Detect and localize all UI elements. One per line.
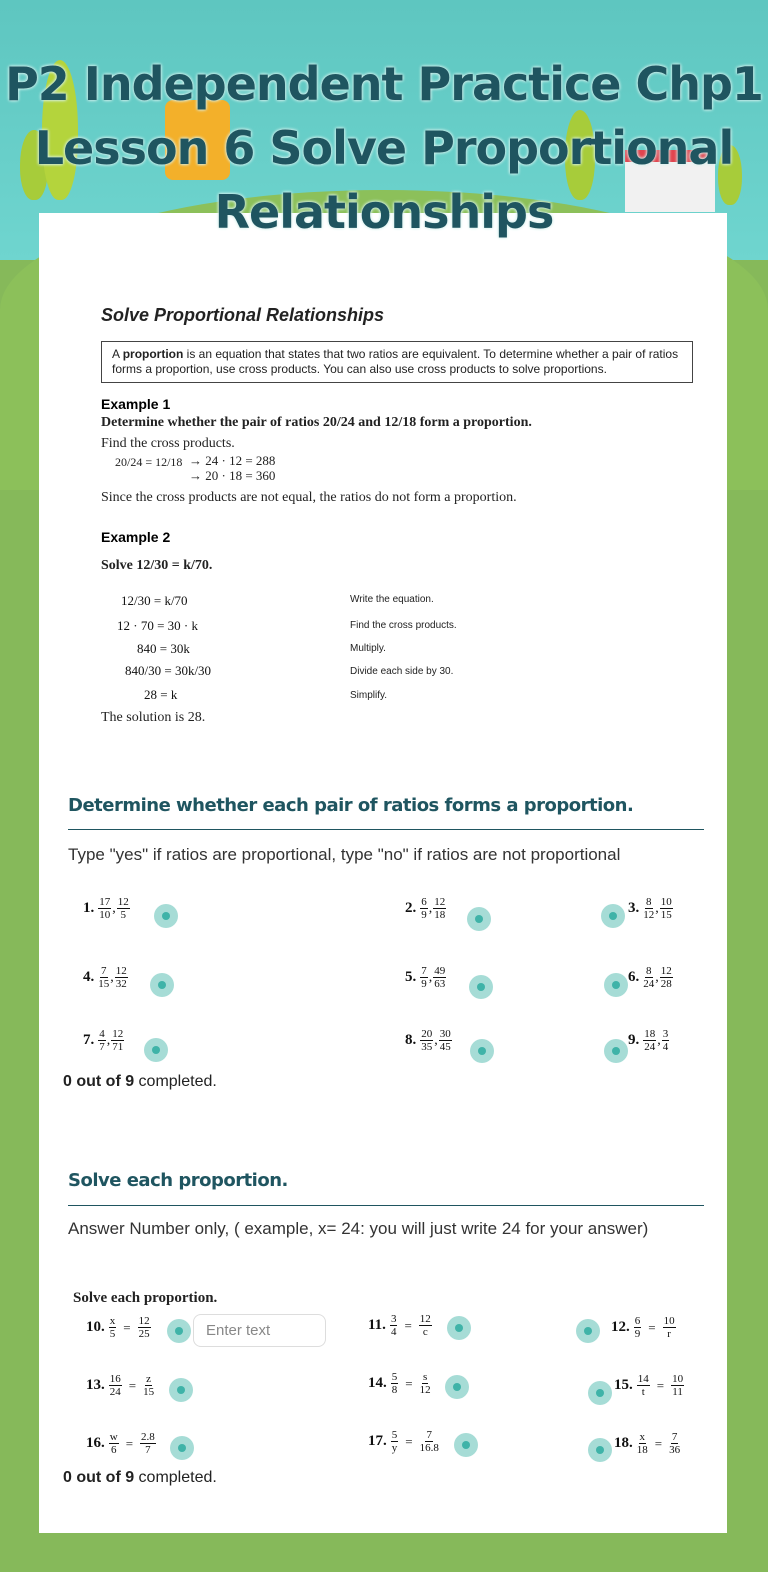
problem-item [628, 1028, 670, 1053]
fraction [660, 965, 673, 990]
numerator: 12 [138, 1315, 150, 1327]
numerator: w [109, 1431, 118, 1443]
fraction [138, 1315, 151, 1340]
example1-label: Example 1 [101, 396, 171, 412]
numerator: z [146, 1373, 152, 1385]
denominator: 35 [421, 1041, 433, 1053]
separator: , [112, 900, 116, 916]
problem-number: 6. [628, 969, 640, 985]
answer-hotspot[interactable] [604, 973, 628, 997]
denominator: 11 [672, 1386, 683, 1398]
denominator: 18 [434, 909, 446, 921]
denominator: 4 [390, 1326, 397, 1338]
numerator: 8 [646, 896, 652, 908]
numerator: 12 [660, 965, 672, 977]
answer-hotspot[interactable] [454, 1433, 478, 1457]
problem-number: 17. [368, 1433, 387, 1449]
example1-step: Find the cross products. [101, 436, 235, 451]
numerator: s [422, 1371, 428, 1383]
fraction [115, 965, 128, 990]
numerator: 16 [109, 1373, 121, 1385]
separator: = [123, 1319, 131, 1335]
numerator: 30 [439, 1028, 451, 1040]
separator: , [655, 969, 659, 985]
problem-number: 7. [83, 1032, 95, 1048]
numerator: 12 [112, 1028, 124, 1040]
answer-hotspot[interactable] [170, 1436, 194, 1460]
denominator: 63 [434, 978, 446, 990]
problem-item [83, 896, 131, 921]
problem-number: 2. [405, 900, 417, 916]
denominator: 71 [112, 1041, 124, 1053]
denominator: c [422, 1326, 428, 1338]
numerator: 10 [660, 896, 672, 908]
denominator: 9 [634, 1328, 641, 1340]
problem-number: 18. [614, 1435, 633, 1451]
example2-step: 28 = k [144, 687, 178, 702]
denominator: 45 [439, 1041, 451, 1053]
numerator: 5 [391, 1371, 398, 1383]
page-title: P2 Independent Practice Chp1 Lesson 6 Solve Proportional Relationships [5, 57, 763, 239]
answer-hotspot[interactable] [604, 1039, 628, 1063]
denominator: 9 [421, 909, 427, 921]
fraction [419, 1313, 432, 1338]
definition-box [101, 341, 693, 383]
fraction [391, 1429, 399, 1454]
fraction [109, 1373, 122, 1398]
separator: = [128, 1377, 137, 1393]
example2-note: Multiply. [350, 643, 386, 654]
answer-hotspot[interactable] [467, 907, 491, 931]
problem-item [86, 1373, 155, 1398]
separator: = [405, 1375, 413, 1391]
fraction [420, 896, 428, 921]
denominator: 15 [98, 978, 110, 990]
denominator: t [641, 1386, 645, 1398]
answer-hotspot[interactable] [588, 1381, 612, 1405]
problem-item [86, 1315, 152, 1340]
section2-progress [63, 1469, 217, 1487]
fraction [439, 1028, 452, 1053]
worksheet-card [39, 213, 727, 1533]
answer-hotspot[interactable] [169, 1378, 193, 1402]
fraction [643, 965, 654, 990]
numerator: 14 [637, 1373, 649, 1385]
progress-count: 0 out of 9 [63, 1469, 135, 1486]
problem-number: 9. [628, 1032, 640, 1048]
problem-item [405, 1028, 453, 1053]
denominator: 6 [110, 1444, 117, 1456]
denominator: y [391, 1442, 398, 1454]
problem-item [611, 1315, 677, 1340]
fraction [634, 1315, 642, 1340]
separator: , [655, 900, 659, 916]
section1-progress [63, 1073, 217, 1091]
progress-label: completed. [134, 1073, 217, 1090]
denominator: 9 [421, 978, 427, 990]
denominator: 16.8 [419, 1442, 439, 1454]
answer-hotspot[interactable] [470, 1039, 494, 1063]
denominator: 24 [109, 1386, 121, 1398]
problem-item [83, 1028, 125, 1053]
denominator: 28 [660, 978, 672, 990]
fraction [420, 965, 428, 990]
answer-hotspot[interactable] [601, 904, 625, 928]
problem-number: 5. [405, 969, 417, 985]
section1-heading: Determine whether each pair of ratios forms a proportion. [68, 795, 634, 816]
problem-item [83, 965, 129, 990]
example2-step: 840/30 = 30k/30 [125, 663, 212, 678]
image-heading: Solve each proportion. [73, 1290, 218, 1306]
answer-hotspot[interactable] [144, 1038, 168, 1062]
denominator: 18 [636, 1444, 648, 1456]
problem-item [368, 1429, 440, 1454]
answer-hotspot[interactable] [447, 1316, 471, 1340]
worksheet-heading: Solve Proportional Relationships [101, 305, 385, 325]
fraction [111, 1028, 124, 1053]
problem-number: 8. [405, 1032, 417, 1048]
answer-hotspot[interactable] [150, 973, 174, 997]
numerator: 6 [421, 896, 427, 908]
answer-input-10[interactable] [193, 1314, 326, 1347]
fraction [420, 1028, 433, 1053]
fraction [662, 1028, 670, 1053]
example2-note: Divide each side by 30. [350, 666, 454, 677]
numerator: 5 [391, 1429, 398, 1441]
fraction [660, 896, 673, 921]
problem-item [614, 1431, 681, 1456]
section1-instruction: Type "yes" if ratios are proportional, type "no" if ratios are not proportional [68, 845, 621, 864]
section-divider [68, 1205, 704, 1206]
example2-step: 840 = 30k [137, 641, 190, 656]
denominator: 36 [669, 1444, 681, 1456]
definition-term: proportion [122, 347, 184, 361]
section2-instruction: Answer Number only, ( example, x= 24: you will just write 24 for your answer) [68, 1219, 649, 1238]
problem-number: 3. [628, 900, 640, 916]
separator: = [654, 1435, 663, 1451]
example2-step: 12 · 70 = 30 · k [117, 618, 198, 633]
numerator: 8 [646, 965, 652, 977]
denominator: 24 [643, 978, 655, 990]
problem-number: 13. [86, 1377, 105, 1393]
definition-text: A [112, 347, 123, 361]
problem-number: 11. [368, 1317, 386, 1333]
example2-label: Example 2 [101, 529, 171, 545]
example1-prompt: Determine whether the pair of ratios 20/24 and 12/18 form a proportion. [101, 415, 532, 430]
numerator: 3 [662, 1028, 669, 1040]
separator: = [125, 1435, 134, 1451]
fraction [643, 1028, 656, 1053]
denominator: 32 [115, 978, 127, 990]
numerator: 2.8 [141, 1431, 155, 1443]
progress-count: 0 out of 9 [63, 1073, 135, 1090]
cross-product-2: → 20 · 18 = 360 [189, 468, 276, 483]
problem-item [368, 1371, 432, 1396]
progress-label: completed. [134, 1469, 217, 1486]
section-divider [68, 829, 704, 830]
problem-item [405, 965, 447, 990]
numerator: 17 [99, 896, 111, 908]
problem-item [86, 1431, 157, 1456]
numerator: 49 [434, 965, 446, 977]
denominator: 7 [145, 1444, 151, 1456]
fraction [671, 1373, 684, 1398]
fraction [391, 1371, 399, 1396]
cross-product-1: → 24 · 12 = 288 [189, 453, 276, 468]
fraction [98, 1028, 106, 1053]
separator: = [656, 1377, 665, 1393]
fraction [98, 965, 109, 990]
problem-number: 14. [368, 1375, 387, 1391]
answer-hotspot[interactable] [588, 1438, 612, 1462]
problem-item [628, 896, 674, 921]
numerator: 7 [101, 965, 107, 977]
problem-item [628, 965, 674, 990]
denominator: 5 [120, 909, 126, 921]
denominator: 4 [662, 1041, 669, 1053]
answer-hotspot[interactable] [154, 904, 178, 928]
numerator: 7 [671, 1431, 678, 1443]
separator: , [434, 1032, 438, 1048]
answer-hotspot[interactable] [576, 1319, 600, 1343]
section2-heading: Solve each proportion. [68, 1170, 288, 1191]
fraction [420, 1371, 431, 1396]
numerator: 3 [390, 1313, 397, 1325]
fraction [433, 965, 446, 990]
numerator: x [109, 1315, 116, 1327]
denominator: r [667, 1328, 671, 1340]
answer-hotspot[interactable] [167, 1319, 191, 1343]
fraction [109, 1315, 117, 1340]
fraction [643, 896, 654, 921]
denominator: 25 [138, 1328, 150, 1340]
fraction [433, 896, 446, 921]
denominator: 8 [391, 1384, 398, 1396]
fraction [98, 896, 111, 921]
example2-note: Simplify. [350, 690, 388, 701]
separator: = [404, 1317, 412, 1333]
separator: = [405, 1433, 413, 1449]
fraction [669, 1431, 680, 1456]
numerator: 12 [115, 965, 127, 977]
fraction [637, 1431, 648, 1456]
problem-item [405, 896, 447, 921]
numerator: 4 [99, 1028, 105, 1040]
numerator: x [639, 1431, 645, 1443]
separator: = [648, 1319, 656, 1335]
denominator: 5 [109, 1328, 116, 1340]
problem-number: 4. [83, 969, 95, 985]
fraction [109, 1431, 119, 1456]
problem-item [368, 1313, 433, 1338]
numerator: 10 [663, 1315, 675, 1327]
numerator: 6 [634, 1315, 641, 1327]
numerator: 7 [421, 965, 427, 977]
fraction [663, 1315, 676, 1340]
fraction [390, 1313, 398, 1338]
problem-item [614, 1373, 685, 1398]
problem-number: 1. [83, 900, 95, 916]
denominator: 12 [643, 909, 655, 921]
separator: , [110, 969, 114, 985]
denominator: 15 [143, 1386, 155, 1398]
problem-number: 12. [611, 1319, 630, 1335]
example2-note: Find the cross products. [350, 620, 457, 631]
denominator: 12 [419, 1384, 431, 1396]
separator: , [428, 900, 433, 916]
numerator: 18 [644, 1028, 656, 1040]
problem-number: 15. [614, 1377, 633, 1393]
answer-hotspot[interactable] [469, 975, 493, 999]
fraction [140, 1431, 156, 1456]
example1-conclusion: Since the cross products are not equal, the ratios do not form a proportion. [101, 490, 517, 505]
problem-number: 16. [86, 1435, 105, 1451]
denominator: 10 [99, 909, 111, 921]
example2-prompt: Solve 12/30 = k/70. [101, 558, 213, 573]
numerator: 12 [434, 896, 446, 908]
problem-number: 10. [86, 1319, 105, 1335]
cross-diagram: 20/24 = 12/18 [115, 455, 183, 469]
fraction [420, 1429, 439, 1454]
fraction [143, 1373, 154, 1398]
example2-note: Write the equation. [350, 594, 434, 605]
denominator: 7 [99, 1041, 105, 1053]
answer-hotspot[interactable] [445, 1375, 469, 1399]
definition-text: is an equation that states that two ratios are equivalent. To determine whether a pair of ratios forms a proportion, use cross products. You can also use cross products to solve proportions. [112, 347, 679, 376]
numerator: 12 [419, 1313, 431, 1325]
fraction [117, 896, 130, 921]
numerator: 12 [117, 896, 129, 908]
example2-solution: The solution is 28. [101, 710, 206, 725]
numerator: 20 [421, 1028, 433, 1040]
separator: , [106, 1032, 111, 1048]
numerator: 10 [672, 1373, 684, 1385]
separator: , [428, 969, 433, 985]
numerator: 7 [426, 1429, 432, 1441]
separator: , [657, 1032, 661, 1048]
example2-step: 12/30 = k/70 [121, 593, 188, 608]
denominator: 24 [644, 1041, 656, 1053]
denominator: 15 [660, 909, 672, 921]
fraction [637, 1373, 650, 1398]
